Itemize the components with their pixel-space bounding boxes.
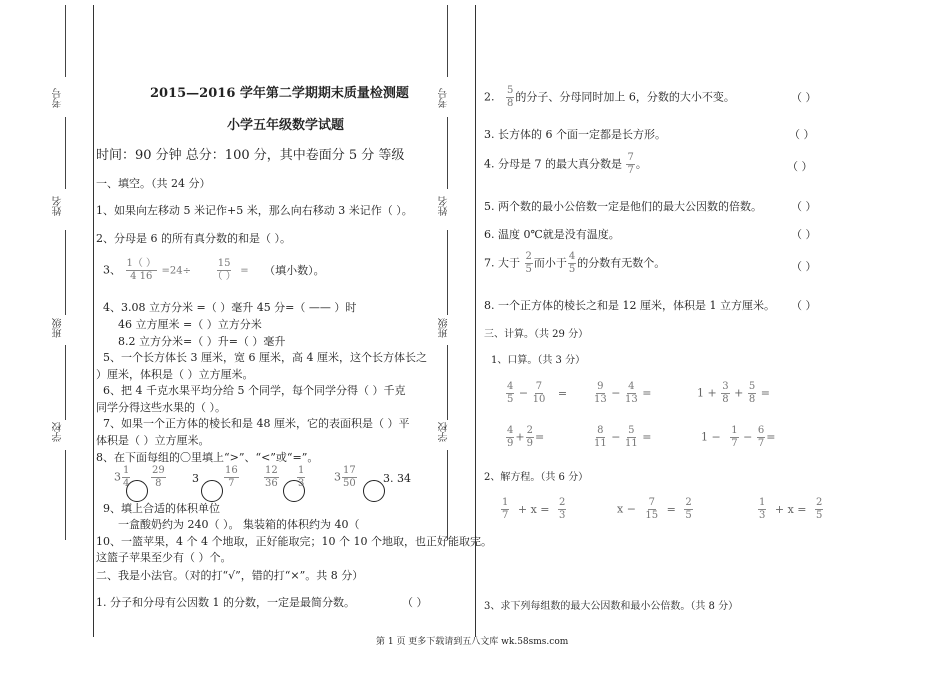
fraction: $\frac{1( )}{4 16}$ [126, 258, 157, 282]
question-text: 8.2 立方分米=（ ）升=（ ）毫升 [118, 335, 286, 348]
question-text: 同学分得这些水果的（ ）。 [96, 401, 226, 414]
question-text: ）厘米，体积是（ ）立方厘米。 [96, 368, 254, 381]
judge-question: 7. 大于 $\frac{2}{5}$ 而小于 $\frac{4}{5}$ 的分数有无数个。 [484, 251, 666, 275]
compare-left: 3 $\frac{1}{4}$ [114, 465, 130, 489]
binding-dash [447, 450, 448, 540]
question-text: 8、在下面每组的〇里填上“>”、“<”或“=”。 [96, 451, 319, 464]
judge-paren[interactable]: （ ） [787, 160, 813, 173]
binding-dash [65, 450, 66, 540]
judge-paren[interactable]: （ ） [789, 128, 815, 141]
compare-left: $\frac{12}{36}$ [265, 465, 278, 489]
oral-item: $\frac{4}{9}$ + $\frac{2}{9}$ = [507, 425, 545, 449]
binding-label-exam-no: 考号 [53, 88, 64, 108]
judge-paren[interactable]: （ ） [791, 228, 817, 241]
section-heading: 一、填空。（共 24 分） [96, 177, 211, 190]
compare-right: $\frac{1}{3}$ [298, 465, 305, 489]
compare-right: $\frac{16}{7}$ [225, 465, 238, 489]
oral-item: $\frac{4}{5}$ − $\frac{7}{10}$ = [507, 381, 568, 405]
question-text: 这篮子苹果至少有（ ）个。 [96, 551, 232, 564]
judge-question: 2. $\frac{5}{8}$ 的分子、分母同时加上 6，分数的大小不变。 [484, 85, 735, 109]
compare-circle[interactable] [363, 480, 385, 502]
equation-item: x − $\frac{7}{15}$ = $\frac{2}{5}$ [617, 497, 692, 521]
oral-item: 1 + $\frac{3}{8}$ + $\frac{5}{8}$ = [697, 381, 770, 405]
question-text: 9、填上合适的体积单位 [103, 502, 220, 515]
binding-label-name: 姓名 [53, 196, 64, 216]
binding-dash [65, 345, 66, 420]
judge-paren[interactable]: （ ） [791, 200, 817, 213]
binding-label-name: 姓名 [439, 196, 450, 216]
binding-dash [65, 5, 66, 77]
question-text: 10、一篮苹果，4 个 4 个地取，正好能取完；10 个 10 个地取，也正好能取完。 [96, 535, 492, 548]
sub-heading: 2、解方程。（共 6 分） [484, 472, 589, 483]
oral-item: $\frac{8}{11}$ − $\frac{5}{11}$ = [594, 425, 652, 449]
judge-question: 1. 分子和分母有公因数 1 的分数，一定是最简分数。 [96, 596, 355, 609]
binding-label-class: 班级 [439, 318, 450, 338]
section-heading: 三、计算。（共 29 分） [484, 329, 589, 340]
binding-label-exam-no: 考号 [439, 88, 450, 108]
judge-paren[interactable]: （ ） [791, 260, 817, 273]
binding-dash [447, 345, 448, 420]
page-footer: 第 1 页 更多下载请到五八文库 wk.58sms.com [376, 637, 569, 647]
question-text: 一盒酸奶约为 240（ ）。 集装箱的体积约为 40（ [118, 518, 360, 531]
binding-dash [447, 5, 448, 77]
exam-title: 2015—2016 学年第二学期期末质量检测题 [150, 86, 409, 101]
binding-label-school: 学校 [439, 422, 450, 442]
question-text: 2、分母是 6 的所有真分数的和是（ ）。 [96, 232, 291, 245]
sub-heading: 1、口算。（共 3 分） [491, 355, 586, 366]
question-text: 5、一个长方体长 3 厘米，宽 6 厘米，高 4 厘米，这个长方体长之 [103, 351, 427, 364]
question-text: 4、3.08 立方分米 =（ ）毫升 45 分=（ —— ）时 [103, 301, 357, 314]
judge-paren[interactable]: （ ） [791, 299, 817, 312]
compare-left: 3 [192, 472, 199, 485]
judge-question: 3. 长方体的 6 个面一定都是长方形。 [484, 128, 666, 141]
section-heading: 二、我是小法官。（对的打“√”，错的打“×”。共 8 分） [96, 569, 364, 582]
compare-right: 3. 34 [383, 472, 411, 485]
equation-item: $\frac{1}{7}$ + x = $\frac{2}{3}$ [502, 497, 566, 521]
compare-circle[interactable] [126, 480, 148, 502]
binding-dash [65, 117, 66, 189]
exam-subtitle: 小学五年级数学试题 [227, 118, 345, 133]
judge-paren[interactable]: （ ） [402, 596, 428, 609]
judge-question: 8. 一个正方体的棱长之和是 12 厘米，体积是 1 立方厘米。 [484, 299, 775, 312]
compare-right: $\frac{29}{8}$ [152, 465, 165, 489]
binding-dash [447, 117, 448, 189]
question-text: 46 立方厘米 =（ ）立方分米 [118, 318, 262, 331]
question-3: 3、 $\frac{1( )}{4 16}$ =24÷ $\frac{15}{( )}$ = （填小数）。 [103, 258, 325, 282]
oral-item: 1 − $\frac{1}{7}$ − $\frac{6}{7}$ = [701, 425, 776, 449]
question-text: 7、如果一个正方体的棱长和是 48 厘米，它的表面积是（ ）平 [103, 417, 410, 430]
equation-item: $\frac{1}{3}$ + x = $\frac{2}{5}$ [759, 497, 823, 521]
binding-label-class: 班级 [53, 318, 64, 338]
question-text: 6、把 4 千克水果平均分给 5 个同学，每个同学分得（ ）千克 [103, 384, 406, 397]
fraction: $\frac{15}{( )}$ [212, 258, 236, 282]
compare-circle[interactable] [201, 480, 223, 502]
judge-question: 4. 分母是 7 的最大真分数是 $\frac{7}{7}$ 。 [484, 152, 647, 176]
question-text: 1、如果向左移动 5 米记作+5 米，那么向右移动 3 米记作（ ）。 [96, 204, 413, 217]
binding-label-school: 学校 [53, 422, 64, 442]
exam-info: 时间：90 分钟 总分：100 分，其中卷面分 5 分 等级 [96, 148, 405, 163]
question-text: 体积是（ ）立方厘米。 [96, 434, 210, 447]
judge-question: 5. 两个数的最小公倍数一定是他们的最大公因数的倍数。 [484, 200, 762, 213]
oral-item: $\frac{9}{13}$ − $\frac{4}{13}$ = [594, 381, 652, 405]
question-number: 3、 [103, 263, 121, 277]
binding-line-left [93, 5, 94, 637]
compare-left: 3 $\frac{17}{50}$ [334, 465, 356, 489]
sub-heading: 3、求下列每组数的最大公因数和最小公倍数。（共 8 分） [484, 601, 739, 612]
judge-paren[interactable]: （ ） [791, 91, 817, 104]
judge-question: 6. 温度 0℃就是没有温度。 [484, 228, 620, 241]
binding-dash [447, 230, 448, 315]
binding-dash [65, 230, 66, 315]
